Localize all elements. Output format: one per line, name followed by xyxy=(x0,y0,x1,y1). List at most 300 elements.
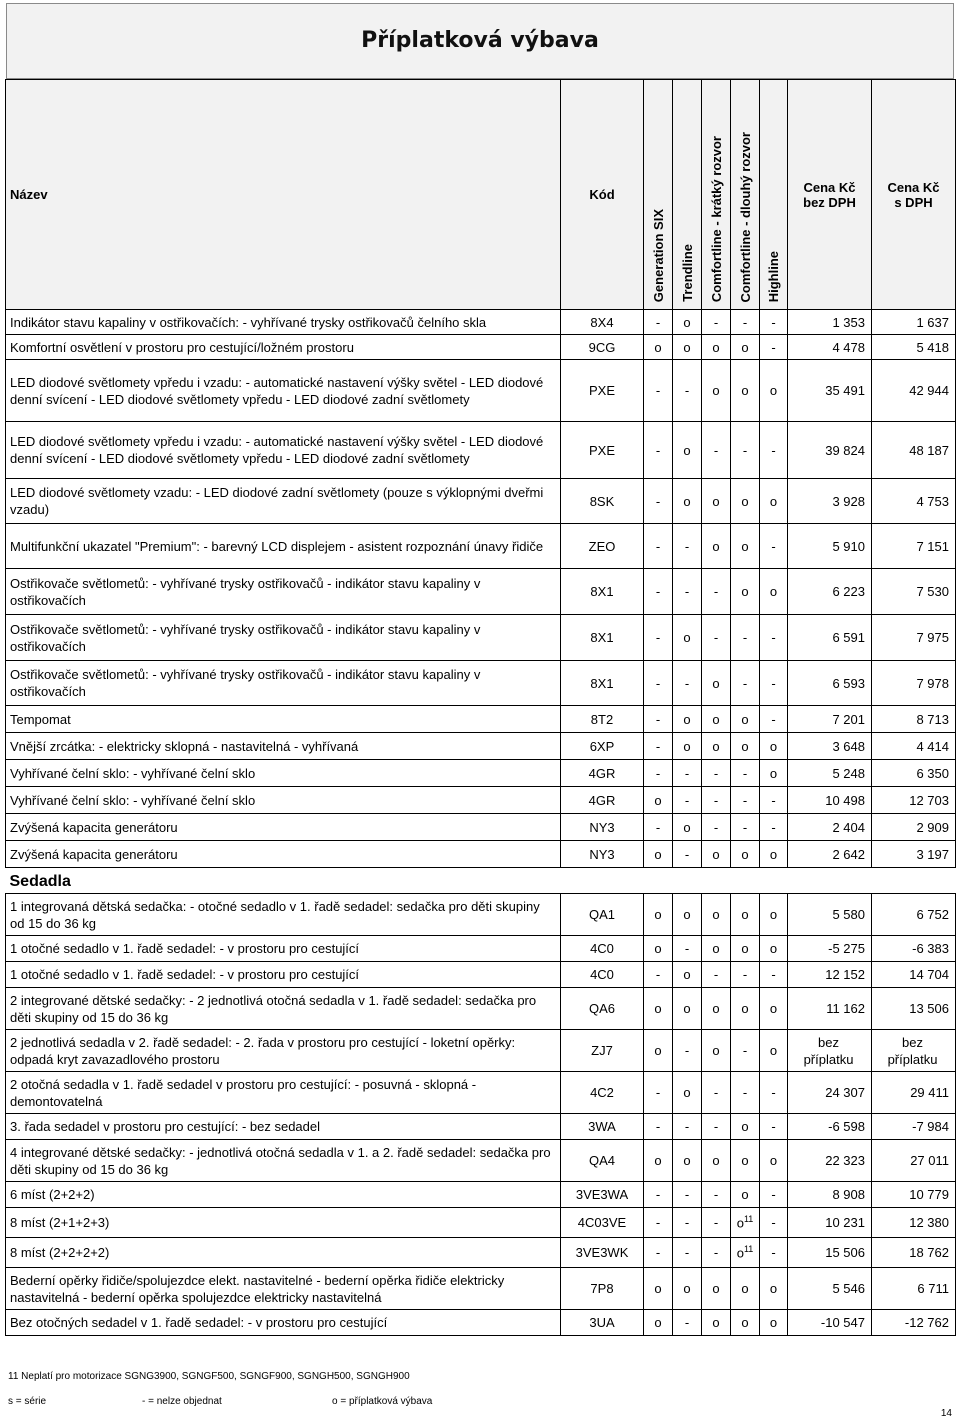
header-trim-label: Generation SIX xyxy=(650,208,666,302)
availability-cell: o xyxy=(760,1140,788,1182)
availability-cell: o xyxy=(731,1182,760,1208)
price-net: 35 491 xyxy=(788,360,872,422)
price-gross: 7 975 xyxy=(872,615,956,661)
table-row xyxy=(6,1238,956,1268)
availability-cell: o xyxy=(702,706,731,733)
availability-cell: o xyxy=(644,1268,673,1310)
availability-cell: o xyxy=(760,841,788,868)
availability-cell: - xyxy=(731,787,760,814)
header-price-net xyxy=(788,80,872,310)
availability-cell: - xyxy=(673,936,702,962)
availability-cell: o xyxy=(731,936,760,962)
availability-cell: o xyxy=(644,1140,673,1182)
table-row xyxy=(6,1208,956,1238)
option-name: LED diodové světlomety vpředu i vzadu: - automatické nastavení výšky světel - LED diodové denní svícení - LED diodové světlomety vpředu - LED diodové zadní světlomety xyxy=(6,360,561,422)
availability-cell: - xyxy=(760,787,788,814)
availability-cell: o xyxy=(702,841,731,868)
availability-cell: o xyxy=(731,894,760,936)
price-net: -5 275 xyxy=(788,936,872,962)
availability-cell: o xyxy=(644,335,673,360)
price-net: 8 908 xyxy=(788,1182,872,1208)
availability-cell: - xyxy=(702,569,731,615)
price-gross: 1 637 xyxy=(872,310,956,335)
availability-cell: o xyxy=(644,841,673,868)
availability-cell: - xyxy=(702,615,731,661)
availability-cell: o xyxy=(644,988,673,1030)
option-code: ZEO xyxy=(561,524,644,569)
options-table-wrapper xyxy=(5,79,955,1336)
price-gross: 8 713 xyxy=(872,706,956,733)
availability-cell: - xyxy=(702,422,731,479)
price-net: 5 546 xyxy=(788,1268,872,1310)
availability-cell: - xyxy=(644,962,673,988)
price-net: 5 910 xyxy=(788,524,872,569)
price-net: 15 506 xyxy=(788,1238,872,1268)
availability-cell: - xyxy=(731,661,760,706)
price-gross: 6 711 xyxy=(872,1268,956,1310)
option-code: 8X4 xyxy=(561,310,644,335)
option-code: PXE xyxy=(561,360,644,422)
availability-cell: - xyxy=(760,335,788,360)
availability-cell xyxy=(731,1238,760,1268)
availability-cell: o xyxy=(760,894,788,936)
price-net: 4 478 xyxy=(788,335,872,360)
availability-cell: o xyxy=(673,894,702,936)
availability-cell: - xyxy=(673,1208,702,1238)
option-name: 2 integrované dětské sedačky: - 2 jednotlivá otočná sedadla v 1. řadě sedadel: sedačka pro děti skupiny od 15 do 36 kg xyxy=(6,988,561,1030)
table-row xyxy=(6,422,956,479)
price-net: 39 824 xyxy=(788,422,872,479)
header-price-net-line2: bez DPH xyxy=(803,194,856,210)
price-gross: -12 762 xyxy=(872,1310,956,1336)
price-net: -6 598 xyxy=(788,1114,872,1140)
header-trim-comfortline-short xyxy=(702,80,731,310)
availability-cell: o xyxy=(673,814,702,841)
option-code: 9CG xyxy=(561,335,644,360)
options-table xyxy=(5,79,956,1336)
header-price-gross-line1: Cena Kč xyxy=(887,179,940,195)
availability-cell: - xyxy=(673,787,702,814)
availability-cell: o xyxy=(673,1268,702,1310)
availability-cell: - xyxy=(644,569,673,615)
availability-cell: o xyxy=(644,787,673,814)
legend-serie: s = série xyxy=(8,1396,47,1407)
option-name: Bez otočných sedadel v 1. řadě sedadel: - v prostoru pro cestující xyxy=(6,1310,561,1336)
availability-cell: - xyxy=(731,962,760,988)
availability-cell: o xyxy=(702,661,731,706)
price-gross: 27 011 xyxy=(872,1140,956,1182)
option-code: 8SK xyxy=(561,479,644,524)
price-net: 7 201 xyxy=(788,706,872,733)
availability-cell: - xyxy=(731,760,760,787)
price-gross: 7 530 xyxy=(872,569,956,615)
price-net: 6 593 xyxy=(788,661,872,706)
availability-cell: - xyxy=(644,733,673,760)
availability-cell: o xyxy=(760,936,788,962)
table-row xyxy=(6,335,956,360)
availability-cell xyxy=(731,1208,760,1238)
price-gross: 7 978 xyxy=(872,661,956,706)
header-code: Kód xyxy=(561,80,644,310)
availability-cell: o xyxy=(702,360,731,422)
availability-cell: o xyxy=(702,988,731,1030)
price-gross: -7 984 xyxy=(872,1114,956,1140)
option-name: 2 jednotlivá sedadla v 2. řadě sedadel: - 2. řada v prostoru pro cestující - loketní opěrky: odpadá kryt zavazadlového prostoru xyxy=(6,1030,561,1072)
availability-cell: o xyxy=(760,1030,788,1072)
option-name: Multifunkční ukazatel "Premium": - barevný LCD displejem - asistent rozpoznání únavy řidiče xyxy=(6,524,561,569)
table-row xyxy=(6,760,956,787)
price-gross: 29 411 xyxy=(872,1072,956,1114)
header-trim-comfortline-long xyxy=(731,80,760,310)
header-trim-highline xyxy=(760,80,788,310)
availability-cell: o xyxy=(673,1140,702,1182)
availability-cell: - xyxy=(702,1182,731,1208)
price-gross: 18 762 xyxy=(872,1238,956,1268)
table-row xyxy=(6,1030,956,1072)
availability-cell: - xyxy=(673,1182,702,1208)
availability-cell: o xyxy=(673,1072,702,1114)
availability-cell: o xyxy=(673,310,702,335)
availability-cell: - xyxy=(731,1072,760,1114)
legend-not-orderable: - = nelze objednat xyxy=(142,1396,222,1407)
table-row xyxy=(6,787,956,814)
option-name: Vyhřívané čelní sklo: - vyhřívané čelní sklo xyxy=(6,787,561,814)
option-name: Ostřikovače světlometů: - vyhřívané trysky ostřikovačů - indikátor stavu kapaliny v ostřikovačích xyxy=(6,569,561,615)
price-net: 12 152 xyxy=(788,962,872,988)
price-net: 10 498 xyxy=(788,787,872,814)
availability-cell: o xyxy=(731,569,760,615)
option-code: ZJ7 xyxy=(561,1030,644,1072)
availability-cell: - xyxy=(644,661,673,706)
availability-value: o xyxy=(736,1245,744,1261)
option-name: 1 otočné sedadlo v 1. řadě sedadel: - v prostoru pro cestující xyxy=(6,936,561,962)
availability-cell: - xyxy=(673,1114,702,1140)
table-row xyxy=(6,1310,956,1336)
availability-cell: - xyxy=(644,360,673,422)
table-row xyxy=(6,615,956,661)
price-net: 10 231 xyxy=(788,1208,872,1238)
table-header-row xyxy=(6,80,956,310)
option-name: Zvýšená kapacita generátoru xyxy=(6,841,561,868)
availability-value: o xyxy=(736,1215,744,1231)
option-name: LED diodové světlomety vzadu: - LED diodové zadní světlomety (pouze s výklopnými dveřmi vzadu) xyxy=(6,479,561,524)
availability-cell: o xyxy=(760,479,788,524)
availability-cell: o xyxy=(673,733,702,760)
footnote: 11 Neplatí pro motorizace SGNG3900, SGNGF500, SGNGF900, SGNGH500, SGNGH900 xyxy=(8,1371,410,1382)
option-code: 4GR xyxy=(561,760,644,787)
price-gross: 14 704 xyxy=(872,962,956,988)
availability-cell: - xyxy=(760,962,788,988)
availability-cell: - xyxy=(760,706,788,733)
price-gross: 12 380 xyxy=(872,1208,956,1238)
price-net: 2 404 xyxy=(788,814,872,841)
option-code: QA6 xyxy=(561,988,644,1030)
availability-cell: o xyxy=(731,1114,760,1140)
price-gross: 6 752 xyxy=(872,894,956,936)
option-name: 4 integrované dětské sedačky: - jednotlivá otočná sedadla v 1. a 2. řadě sedadel: sedačka pro děti skupiny od 15 do 36 kg xyxy=(6,1140,561,1182)
availability-cell: - xyxy=(760,524,788,569)
table-row xyxy=(6,814,956,841)
availability-cell: o xyxy=(760,1268,788,1310)
option-name: 8 míst (2+1+2+3) xyxy=(6,1208,561,1238)
option-code: QA4 xyxy=(561,1140,644,1182)
table-row xyxy=(6,479,956,524)
option-name: Vnější zrcátka: - elektricky sklopná - nastavitelná - vyhřívaná xyxy=(6,733,561,760)
header-price-gross xyxy=(872,80,956,310)
availability-cell: o xyxy=(760,360,788,422)
option-name: 3. řada sedadel v prostoru pro cestující: - bez sedadel xyxy=(6,1114,561,1140)
availability-cell: - xyxy=(644,524,673,569)
option-name: 8 míst (2+2+2+2) xyxy=(6,1238,561,1268)
availability-cell: - xyxy=(702,1208,731,1238)
availability-cell: - xyxy=(731,814,760,841)
section-row xyxy=(6,868,956,894)
option-code: NY3 xyxy=(561,841,644,868)
availability-cell: - xyxy=(673,524,702,569)
availability-cell: o xyxy=(702,1268,731,1310)
option-name: Zvýšená kapacita generátoru xyxy=(6,814,561,841)
option-name: Indikátor stavu kapaliny v ostřikovačích: - vyhřívané trysky ostřikovačů čelního skla xyxy=(6,310,561,335)
title-banner xyxy=(6,3,954,79)
availability-cell: - xyxy=(673,760,702,787)
option-code: 7P8 xyxy=(561,1268,644,1310)
header-trim-trendline xyxy=(673,80,702,310)
availability-cell: o xyxy=(673,706,702,733)
table-row xyxy=(6,661,956,706)
option-code: 6XP xyxy=(561,733,644,760)
availability-cell: o xyxy=(673,335,702,360)
option-name: 1 otočné sedadlo v 1. řadě sedadel: - v prostoru pro cestující xyxy=(6,962,561,988)
price-net: bez příplatku xyxy=(788,1030,872,1072)
availability-cell: - xyxy=(760,1072,788,1114)
option-code: NY3 xyxy=(561,814,644,841)
section-title: Sedadla xyxy=(9,872,71,890)
option-code: 4C2 xyxy=(561,1072,644,1114)
footnote-ref: 11 xyxy=(743,1244,754,1255)
footnote-ref: 11 xyxy=(743,1214,754,1225)
availability-cell: o xyxy=(702,479,731,524)
availability-cell: - xyxy=(702,814,731,841)
availability-cell: - xyxy=(760,310,788,335)
price-gross: 5 418 xyxy=(872,335,956,360)
price-net: 6 591 xyxy=(788,615,872,661)
price-net: 5 248 xyxy=(788,760,872,787)
option-code: QA1 xyxy=(561,894,644,936)
availability-cell: - xyxy=(760,661,788,706)
availability-cell: - xyxy=(760,1208,788,1238)
availability-cell: - xyxy=(702,787,731,814)
availability-cell: o xyxy=(731,733,760,760)
availability-cell: - xyxy=(673,1310,702,1336)
availability-cell: o xyxy=(731,360,760,422)
availability-cell: - xyxy=(731,615,760,661)
option-code: 8T2 xyxy=(561,706,644,733)
page-title: Příplatková výbava xyxy=(361,28,599,53)
page-number: 14 xyxy=(940,1408,952,1419)
table-row xyxy=(6,1182,956,1208)
availability-cell: o xyxy=(731,479,760,524)
availability-cell: - xyxy=(644,706,673,733)
availability-cell: o xyxy=(644,1310,673,1336)
availability-cell: o xyxy=(702,1030,731,1072)
availability-cell: - xyxy=(673,661,702,706)
price-net: 3 648 xyxy=(788,733,872,760)
availability-cell: - xyxy=(702,760,731,787)
header-trim-label: Comfortline - krátký rozvor xyxy=(708,135,724,302)
option-name: Komfortní osvětlení v prostoru pro cestující/ložném prostoru xyxy=(6,335,561,360)
availability-cell: o xyxy=(760,988,788,1030)
table-row xyxy=(6,706,956,733)
availability-cell: - xyxy=(760,814,788,841)
availability-cell: - xyxy=(760,1182,788,1208)
availability-cell: o xyxy=(760,1310,788,1336)
availability-cell: o xyxy=(760,733,788,760)
availability-cell: o xyxy=(644,894,673,936)
availability-cell: - xyxy=(673,569,702,615)
availability-cell: o xyxy=(702,335,731,360)
option-name: Ostřikovače světlometů: - vyhřívané trysky ostřikovačů - indikátor stavu kapaliny v ostřikovačích xyxy=(6,661,561,706)
option-name: 6 míst (2+2+2) xyxy=(6,1182,561,1208)
availability-cell: o xyxy=(673,479,702,524)
availability-cell: - xyxy=(644,814,673,841)
availability-cell: o xyxy=(731,1310,760,1336)
availability-cell: - xyxy=(702,1114,731,1140)
price-gross: 12 703 xyxy=(872,787,956,814)
availability-cell: o xyxy=(673,962,702,988)
table-row xyxy=(6,569,956,615)
price-net: 24 307 xyxy=(788,1072,872,1114)
availability-cell: o xyxy=(644,1030,673,1072)
option-code: 3WA xyxy=(561,1114,644,1140)
price-net: 22 323 xyxy=(788,1140,872,1182)
availability-cell: - xyxy=(760,1114,788,1140)
availability-cell: - xyxy=(644,479,673,524)
availability-cell: - xyxy=(702,1238,731,1268)
availability-cell: o xyxy=(731,841,760,868)
availability-cell: - xyxy=(673,1238,702,1268)
option-name: Tempomat xyxy=(6,706,561,733)
availability-cell: - xyxy=(644,1114,673,1140)
table-row xyxy=(6,1268,956,1310)
option-name: LED diodové světlomety vpředu i vzadu: - automatické nastavení výšky světel - LED diodové denní svícení - LED diodové světlomety vpředu - LED diodové zadní světlomety xyxy=(6,422,561,479)
option-name: Vyhřívané čelní sklo: - vyhřívané čelní sklo xyxy=(6,760,561,787)
table-row xyxy=(6,936,956,962)
availability-cell: o xyxy=(731,988,760,1030)
option-name: Ostřikovače světlometů: - vyhřívané trysky ostřikovačů - indikátor stavu kapaliny v ostřikovačích xyxy=(6,615,561,661)
availability-cell: o xyxy=(731,335,760,360)
availability-cell: o xyxy=(644,936,673,962)
price-net: 6 223 xyxy=(788,569,872,615)
table-row xyxy=(6,841,956,868)
legend xyxy=(8,1396,432,1407)
option-code: 8X1 xyxy=(561,615,644,661)
price-gross: bez příplatku xyxy=(872,1030,956,1072)
header-price-gross-line2: s DPH xyxy=(894,194,933,210)
price-gross: 13 506 xyxy=(872,988,956,1030)
price-net: 11 162 xyxy=(788,988,872,1030)
table-row xyxy=(6,962,956,988)
option-code: 3VE3WA xyxy=(561,1182,644,1208)
option-name: 2 otočná sedadla v 1. řadě sedadel v prostoru pro cestující: - posuvná - sklopná - demontovatelná xyxy=(6,1072,561,1114)
table-row xyxy=(6,1140,956,1182)
option-code: 8X1 xyxy=(561,661,644,706)
availability-cell: - xyxy=(673,841,702,868)
availability-cell: - xyxy=(673,360,702,422)
price-gross: 6 350 xyxy=(872,760,956,787)
option-code: 4C03VE xyxy=(561,1208,644,1238)
availability-cell: - xyxy=(673,1030,702,1072)
availability-cell: - xyxy=(702,1072,731,1114)
availability-cell: - xyxy=(702,962,731,988)
header-trim-label: Trendline xyxy=(679,244,695,302)
table-row xyxy=(6,1072,956,1114)
table-row xyxy=(6,894,956,936)
header-price-net-line1: Cena Kč xyxy=(803,179,856,195)
availability-cell: - xyxy=(760,422,788,479)
availability-cell: - xyxy=(644,1072,673,1114)
availability-cell: o xyxy=(731,1268,760,1310)
availability-cell: - xyxy=(760,1238,788,1268)
price-gross: 4 753 xyxy=(872,479,956,524)
availability-cell: o xyxy=(673,615,702,661)
availability-cell: o xyxy=(702,936,731,962)
availability-cell: - xyxy=(731,422,760,479)
option-code: PXE xyxy=(561,422,644,479)
availability-cell: o xyxy=(760,569,788,615)
option-name: 1 integrovaná dětská sedačka: - otočné sedadlo v 1. řadě sedadel: sedačka pro děti skupiny od 15 do 36 kg xyxy=(6,894,561,936)
option-code: 3VE3WK xyxy=(561,1238,644,1268)
price-gross: 42 944 xyxy=(872,360,956,422)
header-trim-generation-six xyxy=(644,80,673,310)
options-table-body xyxy=(6,310,956,1336)
availability-cell: - xyxy=(644,310,673,335)
price-net: 5 580 xyxy=(788,894,872,936)
availability-cell: o xyxy=(731,1140,760,1182)
table-row xyxy=(6,1114,956,1140)
availability-cell: o xyxy=(702,894,731,936)
availability-cell: - xyxy=(644,422,673,479)
legend-optional: o = příplatková výbava xyxy=(332,1396,433,1407)
availability-cell: - xyxy=(644,1208,673,1238)
header-trim-label: Comfortline - dlouhý rozvor xyxy=(737,131,753,302)
price-gross: 4 414 xyxy=(872,733,956,760)
availability-cell: o xyxy=(702,1310,731,1336)
price-net: 1 353 xyxy=(788,310,872,335)
price-gross: 48 187 xyxy=(872,422,956,479)
table-row xyxy=(6,524,956,569)
header-trim-label: Highline xyxy=(766,250,781,302)
option-code: 4C0 xyxy=(561,936,644,962)
price-net: 3 928 xyxy=(788,479,872,524)
availability-cell: - xyxy=(644,1182,673,1208)
availability-cell: - xyxy=(644,1238,673,1268)
availability-cell: - xyxy=(702,310,731,335)
table-row xyxy=(6,733,956,760)
availability-cell: o xyxy=(673,422,702,479)
price-net: -10 547 xyxy=(788,1310,872,1336)
price-gross: 10 779 xyxy=(872,1182,956,1208)
option-name: Bederní opěrky řidiče/spolujezdce elekt. nastavitelné - bederní opěrka řidiče elektricky nastavitelná - bederní opěrka spolujezdce elektricky nastavitelná xyxy=(6,1268,561,1310)
option-code: 3UA xyxy=(561,1310,644,1336)
availability-cell: - xyxy=(731,310,760,335)
availability-cell: o xyxy=(673,988,702,1030)
availability-cell: - xyxy=(644,615,673,661)
availability-cell: o xyxy=(702,1140,731,1182)
availability-cell: - xyxy=(731,1030,760,1072)
option-code: 4C0 xyxy=(561,962,644,988)
price-gross: -6 383 xyxy=(872,936,956,962)
option-code: 8X1 xyxy=(561,569,644,615)
